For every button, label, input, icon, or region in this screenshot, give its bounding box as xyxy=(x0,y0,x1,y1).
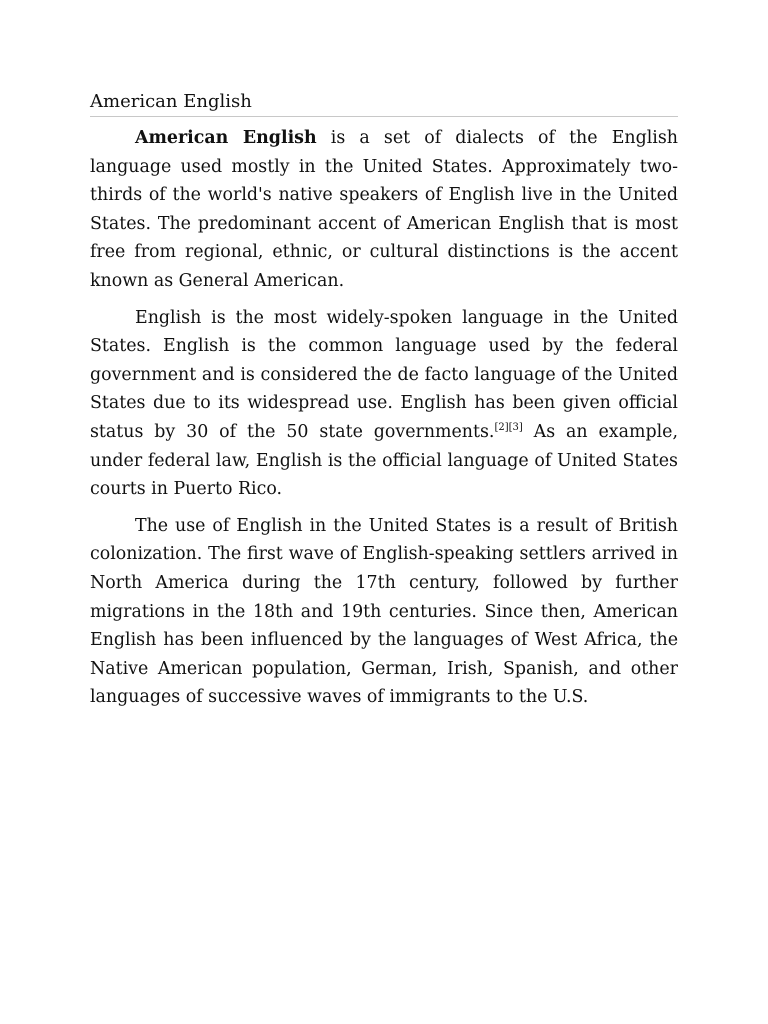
paragraph-status-text-b: As an example, under federal law, English is the official language of United States courts in Puerto Rico. xyxy=(90,421,678,500)
paragraph-intro-text: is a set of dialects of the English language used mostly in the United States. Approximately two-thirds of the world's native speakers of English live in the United States. The predominant accent of American English that is most free from regional, ethnic, or cultural distinctions is the accent known as General American. xyxy=(90,128,678,291)
paragraph-history-text: The use of English in the United States is a result of British colonization. The first wave of English-speaking settlers arrived in North America during the 17th century, followed by further migrations in the 18th and 19th centuries. Since then, American English has been influenced by the languages of West Africa, the Native American population, German, Irish, Spanish, and other languages of successive waves of immigrants to the U.S. xyxy=(90,515,678,708)
page-title: American English xyxy=(90,90,678,117)
reference-superscript[interactable]: [2][3] xyxy=(494,422,523,434)
term-american-english: American English xyxy=(135,128,317,148)
document-page xyxy=(90,90,678,712)
paragraph-status-text-a: English is the most widely-spoken language in the United States. English is the common language used by the federal government and is considered the de facto language of the United States due to its widespread use. English has been given official status by 30 of the 50 state governments. xyxy=(90,307,678,442)
paragraph-intro xyxy=(90,124,678,296)
paragraph-history xyxy=(90,512,678,712)
paragraph-status xyxy=(90,304,678,504)
